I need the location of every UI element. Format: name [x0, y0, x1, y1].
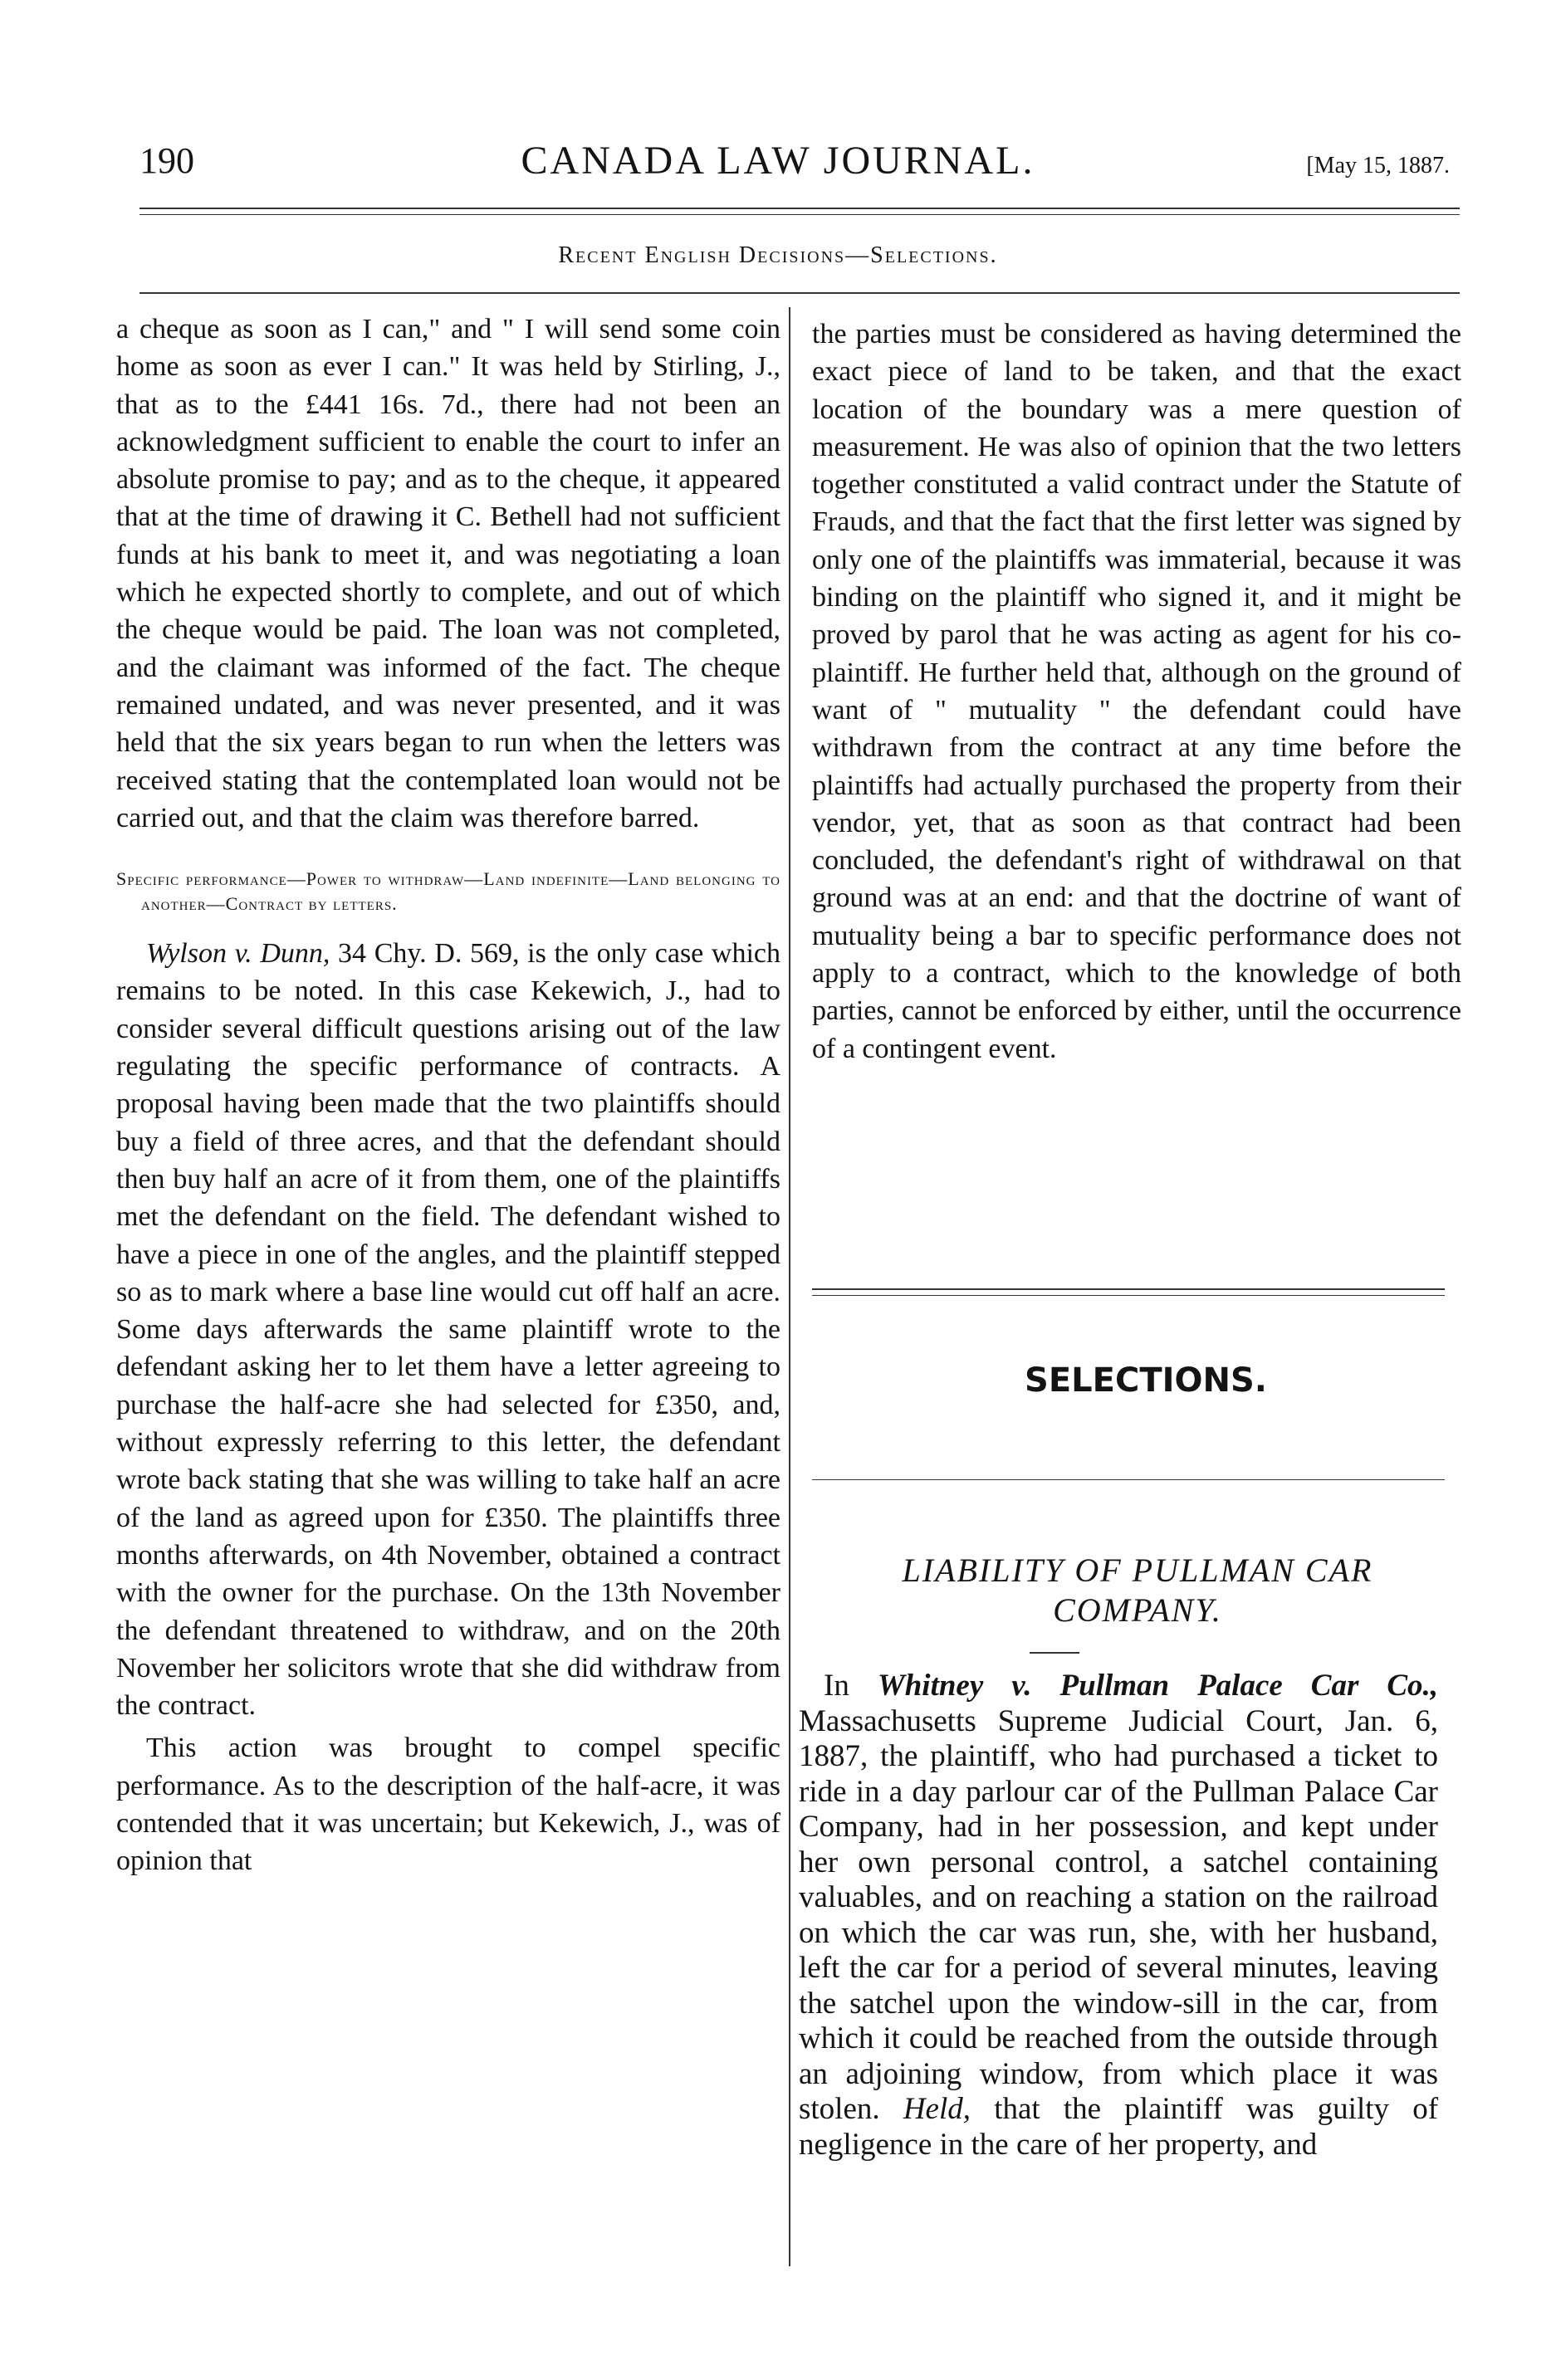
article-title-rule [1030, 1652, 1079, 1654]
article-end-text: that the plaintiff was guilty of negligence in the care of her property, and [799, 2092, 1439, 2162]
selections-rule-bottom [812, 1479, 1445, 1480]
left-column [116, 310, 780, 1880]
case-subheading: Specific performance—Power to withdraw—Land indefinite—Land belonging to another—Contract by letters. [116, 868, 780, 915]
issue-date: [May 15, 1887. [1306, 153, 1450, 178]
left-paragraph-1: a cheque as soon as I can," and " I will send some coin home as soon as ever I can." It was held by Stirling, J., that as to the £441 16s. 7d., there had not been an acknowledgment sufficient to enable the court to infer an absolute promise to pay; and as to the cheque, it appeared that at the time of drawing it C. Bethell had not sufficient funds at his bank to meet it, and was negotiating a loan which he expected shortly to complete, and out of which the cheque would be paid. The loan was not completed, and the claimant was informed of the fact. The cheque remained undated, and was never presented, and it was held that the six years began to run when the letters was received stating that the contemplated loan would not be carried out, and that the claim was therefore barred. [116, 314, 780, 833]
left-paragraph-2 [116, 935, 780, 1724]
right-column [812, 315, 1461, 1068]
header-rule-top [139, 208, 1460, 209]
left-paragraph-2-text: 34 Chy. D. 569, is the only case which remains to be noted. In this case Kekewich, J., had to consider several difficult questions arising out of the law regulating the specific performance of contracts. A proposal having been made that the two plaintiffs should buy a field of three acres, and that the defendant should then buy half an acre of it from them, one of the plaintiffs met the defendant on the field. The defendant wished to have a piece in one of the angles, and the plaintiff stepped so as to mark where a base line would cut off half an acre. Some days afterwards the same plaintiff wrote to the defendant asking her to let them have a letter agreeing to purchase the half-acre she had selected for £350, and, without expressly referring to this letter, the defendant wrote back stating that she was willing to take half an acre of the land as agreed upon for £350. The plaintiffs three months afterwards, on 4th November, obtained a contract with the owner for the purchase. On the 13th November the defendant threatened to withdraw, and on the 20th November her solicitors wrote that she did withdraw from the contract. [116, 938, 781, 1722]
case-name: Wylson v. Dunn, [146, 938, 330, 970]
selections-heading: SELECTIONS. [1025, 1361, 1267, 1400]
article-main-text: Massachusetts Supreme Judicial Court, Jan. 6, 1887, the plaintiff, who had purchased a ticket to ride in a day parlour car of the Pullman Palace Car Company, had in her possession, and kept under her own personal control, a satchel containing valuables, and on reaching a station on the railroad on which the car was run, she, with her husband, left the car for a period of several minutes, leaving the satchel upon the window-sill in the car, from which it could be reached from the outside through an adjoining window, from which place it was stolen. [799, 1703, 1438, 2126]
section-heading: Recent English Decisions—Selections. [558, 242, 998, 268]
article-title-line-1: LIABILITY OF PULLMAN CAR [902, 1552, 1373, 1589]
right-paragraph-1: the parties must be considered as having determined the exact piece of land to be taken, and that the exact location of the boundary was a mere question of measurement. He was also of opinion that the two letters together constituted a valid contract under the Statute of Frauds, and that the fact that the first letter was signed by only one of the plaintiffs was immaterial, because it was binding on the plaintiff who signed it, and it might be proved by parol that he was acting as agent for his co-plaintiff. He further held that, although on the ground of want of " mutuality " the defendant could have withdrawn from the contract at any time before the plaintiffs had actually purchased the property from their vendor, yet, that as soon as that contract had been concluded, the defendant's right of withdrawal on that ground was at an end: and that the doctrine of want of mutuality being a bar to specific performance does not apply to a contract, which to the knowledge of both parties, cannot be enforced by either, until the occurrence of a contingent event. [812, 319, 1461, 1064]
selections-rule-top [812, 1288, 1445, 1290]
article-paragraph [799, 1669, 1438, 2163]
journal-title: CANADA LAW JOURNAL. [521, 139, 1035, 183]
article-title [814, 1551, 1461, 1630]
section-rule [139, 292, 1460, 294]
page-number: 190 [139, 140, 194, 181]
article-title-line-2: COMPANY. [1053, 1591, 1222, 1629]
article-lead: In [824, 1669, 849, 1703]
left-paragraph-3: This action was brought to compel specific performance. As to the description of the half-acre, it was contended that it was uncertain; but Kekewich, J., was of opinion that [116, 1732, 780, 1877]
column-divider [789, 307, 790, 2266]
header-rule-bottom [139, 214, 1460, 215]
article-body [799, 1669, 1438, 2163]
article-case-name: Whitney v. Pullman Palace Car Co., [877, 1669, 1439, 1703]
selections-rule-top-2 [812, 1295, 1445, 1296]
article-held: Held, [903, 2092, 971, 2126]
